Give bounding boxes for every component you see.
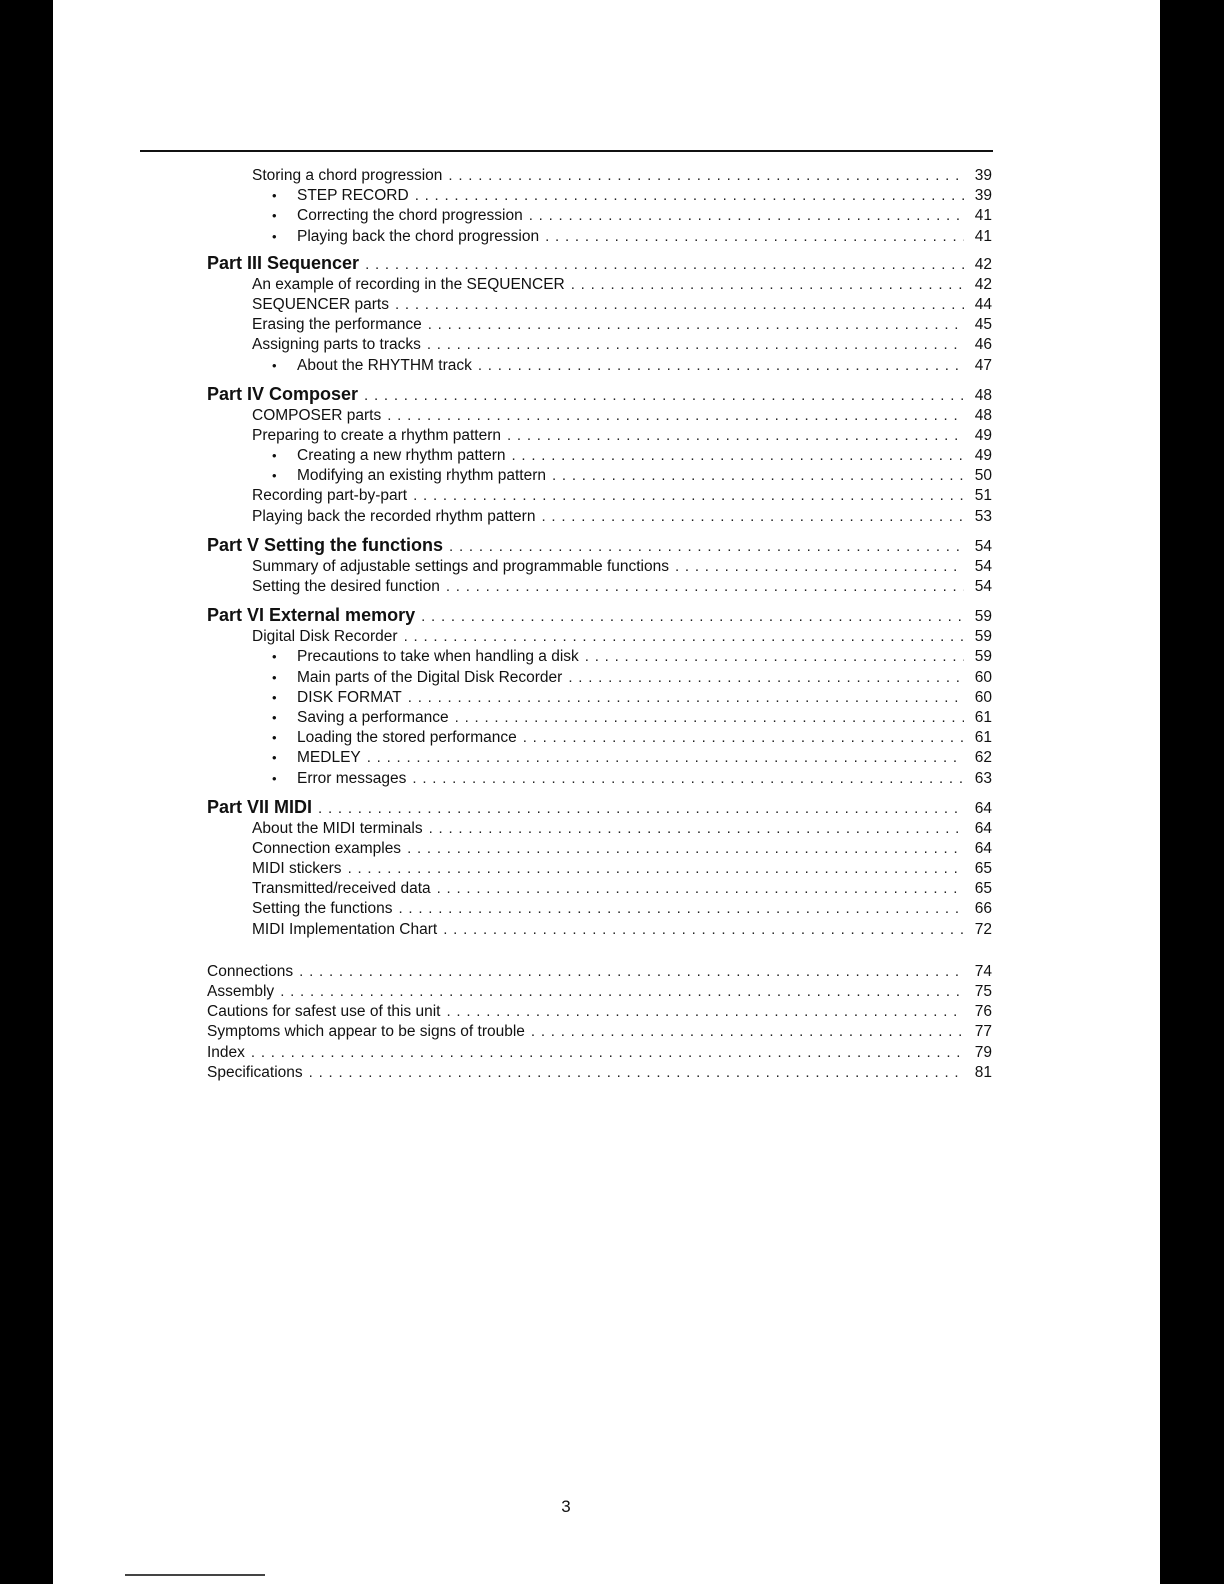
page-ref: 59 [974,608,992,626]
leader-dots [251,1043,964,1063]
entry-title: Storing a chord progression [252,167,443,184]
entry-title: Digital Disk Recorder [252,628,398,646]
leader-dots [299,962,964,982]
page-ref: 65 [974,860,992,878]
page-ref: 66 [974,900,992,918]
toc-entry [207,920,992,940]
part-title: Part V Setting the functions [207,534,444,555]
toc-entry [207,962,992,982]
page-ref: 39 [974,167,992,184]
page-ref: 63 [974,769,992,787]
leader-dots [365,255,964,275]
page-ref: 49 [974,426,992,444]
bullet-icon: • [272,669,277,685]
page-ref: 74 [974,962,992,980]
toc-entry [207,819,992,839]
toc-entry [207,577,992,597]
leader-dots [437,879,964,899]
leader-dots [428,315,964,335]
toc-entry [207,206,992,226]
leader-dots [367,748,964,768]
table-of-contents [207,166,992,1083]
leader-dots [531,1022,964,1042]
leader-dots [523,728,964,748]
toc-entry [207,982,992,1002]
toc-part-heading [207,605,992,627]
entry-title: Error messages [297,769,407,787]
entry-title: Correcting the chord progression [297,207,523,225]
page-ref: 42 [974,275,992,293]
toc-section-appendix [207,962,992,1083]
toc-section-chord [207,166,992,247]
toc-entry [207,466,992,486]
leader-dots [413,486,964,506]
toc-entry [207,627,992,647]
page-ref: 61 [974,708,992,726]
bullet-icon: • [272,357,277,373]
leader-dots [407,839,964,859]
toc-entry [207,647,992,667]
entry-title: About the RHYTHM track [297,356,472,374]
page-ref: 75 [974,983,992,1000]
entry-title: Main parts of the Digital Disk Recorder [297,668,563,686]
leader-dots [512,446,965,466]
leader-dots [364,386,964,406]
entry-title: Connection examples [252,839,402,857]
entry-title: COMPOSER parts [252,406,382,424]
page-ref: 53 [974,507,992,525]
entry-title: An example of recording in the SEQUENCER [252,275,565,293]
entry-title: Erasing the performance [252,316,422,334]
entry-title: Playing back the recorded rhythm pattern [252,507,536,525]
leader-dots [545,227,964,247]
toc-entry [207,1002,992,1022]
toc-entry [207,859,992,879]
page-ref: 60 [974,688,992,706]
entry-title: Connections [207,962,294,980]
toc-entry [207,839,992,859]
toc-entry [207,1022,992,1042]
page-ref: 64 [974,799,992,817]
leader-dots [408,688,964,708]
page-number: 3 [561,1497,571,1516]
page-ref: 61 [974,729,992,747]
leader-dots [478,356,964,376]
leader-dots [443,920,964,940]
part-title: Part VI External memory [207,605,416,626]
page-ref: 54 [974,578,992,595]
leader-dots [541,507,964,527]
scan-border-right [1160,0,1224,1584]
page-ref: 64 [974,819,992,837]
entry-title: Summary of adjustable settings and programmable functions [252,557,669,575]
section-gap [207,940,992,962]
toc-entry [207,708,992,728]
leader-dots [404,627,964,647]
page-ref: 59 [974,628,992,646]
toc-entry [207,335,992,355]
page-ref: 62 [974,749,992,767]
page-ref: 59 [974,648,992,666]
entry-title: Cautions for safest use of this unit [207,1003,441,1021]
entry-title: Assigning parts to tracks [252,336,421,354]
entry-title: Precautions to take when handling a disk [297,648,579,666]
toc-section-composer [207,406,992,527]
page-ref: 48 [974,406,992,424]
bullet-icon: • [272,228,277,244]
entry-title: Creating a new rhythm pattern [297,447,506,465]
scan-border-left [0,0,53,1584]
page-ref: 72 [974,920,992,938]
page-ref: 41 [974,227,992,245]
bullet-icon: • [272,709,277,725]
page-ref: 42 [974,255,992,273]
toc-section-external-memory [207,627,992,789]
bullet-icon: • [272,468,277,484]
toc-entry [207,426,992,446]
page-ref: 49 [974,447,992,465]
entry-title: About the MIDI terminals [252,819,423,837]
page-ref: 79 [974,1043,992,1061]
page-ref: 77 [974,1023,992,1041]
bullet-icon: • [272,188,277,204]
leader-dots [455,708,964,728]
toc-entry [207,446,992,466]
leader-dots [427,335,964,355]
entry-title: MEDLEY [297,749,361,767]
leader-dots [529,206,964,226]
bullet-icon: • [272,448,277,464]
toc-entry [207,1043,992,1063]
entry-title: Setting the desired function [252,578,440,595]
bullet-icon: • [272,730,277,746]
entry-title: SEQUENCER parts [252,295,389,313]
page-ref: 64 [974,839,992,857]
toc-entry [207,406,992,426]
leader-dots [395,295,964,315]
toc-entry [207,769,992,789]
leader-dots [398,899,964,919]
toc-entry [207,668,992,688]
bullet-icon: • [272,770,277,786]
page-ref: 60 [974,668,992,686]
leader-dots [446,577,964,597]
page-ref: 54 [974,557,992,575]
scan-edge-line [125,1574,265,1576]
leader-dots [387,406,964,426]
leader-dots [429,819,964,839]
entry-title: Modifying an existing rhythm pattern [297,467,546,485]
leader-dots [552,466,964,486]
entry-title: MIDI Implementation Chart [252,920,438,938]
toc-part-heading [207,253,992,275]
toc-entry [207,186,992,206]
page-ref: 41 [974,207,992,225]
leader-dots [568,668,964,688]
leader-dots [448,166,964,186]
toc-entry [207,275,992,295]
leader-dots [280,982,964,1002]
header-rule [140,150,993,152]
leader-dots [421,607,964,627]
page-ref: 81 [974,1063,992,1081]
page-ref: 51 [974,487,992,505]
entry-title: Specifications [207,1063,303,1081]
entry-title: Preparing to create a rhythm pattern [252,426,501,444]
page-ref: 47 [974,356,992,374]
page-ref: 45 [974,316,992,334]
toc-part-heading [207,384,992,406]
bullet-icon: • [272,750,277,766]
page-ref: 76 [974,1003,992,1021]
toc-entry [207,728,992,748]
entry-title: Transmitted/received data [252,880,431,898]
entry-title: Index [207,1043,245,1061]
leader-dots [309,1063,964,1083]
page-ref: 65 [974,880,992,898]
page-ref: 44 [974,295,992,313]
toc-entry [207,1063,992,1083]
leader-dots [446,1002,964,1022]
entry-title: DISK FORMAT [297,688,402,706]
toc-entry [207,557,992,577]
page-ref: 39 [974,187,992,205]
part-title: Part III Sequencer [207,252,360,273]
toc-section-sequencer [207,275,992,376]
toc-section-midi [207,819,992,940]
toc-entry [207,879,992,899]
entry-title: Assembly [207,983,275,1000]
leader-dots [585,647,964,667]
toc-entry [207,507,992,527]
toc-entry [207,227,992,247]
entry-title: Recording part-by-part [252,487,408,505]
toc-part-heading [207,797,992,819]
bullet-icon: • [272,649,277,665]
toc-entry [207,166,992,186]
toc-entry [207,688,992,708]
entry-title: MIDI stickers [252,860,342,878]
leader-dots [412,769,964,789]
page-ref: 46 [974,336,992,354]
toc-entry [207,486,992,506]
leader-dots [348,859,964,879]
leader-dots [507,426,964,446]
page-ref: 50 [974,467,992,485]
toc-entry [207,899,992,919]
leader-dots [675,557,964,577]
page-ref: 54 [974,537,992,555]
entry-title: Saving a performance [297,708,449,726]
leader-dots [415,186,964,206]
leader-dots [571,275,964,295]
page-ref: 48 [974,386,992,404]
toc-part-heading [207,535,992,557]
part-title: Part IV Composer [207,383,359,404]
entry-title: STEP RECORD [297,187,409,205]
toc-entry [207,356,992,376]
entry-title: Symptoms which appear to be signs of trouble [207,1023,525,1041]
leader-dots [449,537,964,557]
entry-title: Playing back the chord progression [297,227,540,245]
bullet-icon: • [272,689,277,705]
part-title: Part VII MIDI [207,796,313,817]
toc-entry [207,748,992,768]
entry-title: Loading the stored performance [297,729,517,747]
entry-title: Setting the functions [252,900,393,918]
leader-dots [318,799,964,819]
bullet-icon: • [272,208,277,224]
toc-entry [207,315,992,335]
toc-section-functions [207,557,992,597]
toc-entry [207,295,992,315]
